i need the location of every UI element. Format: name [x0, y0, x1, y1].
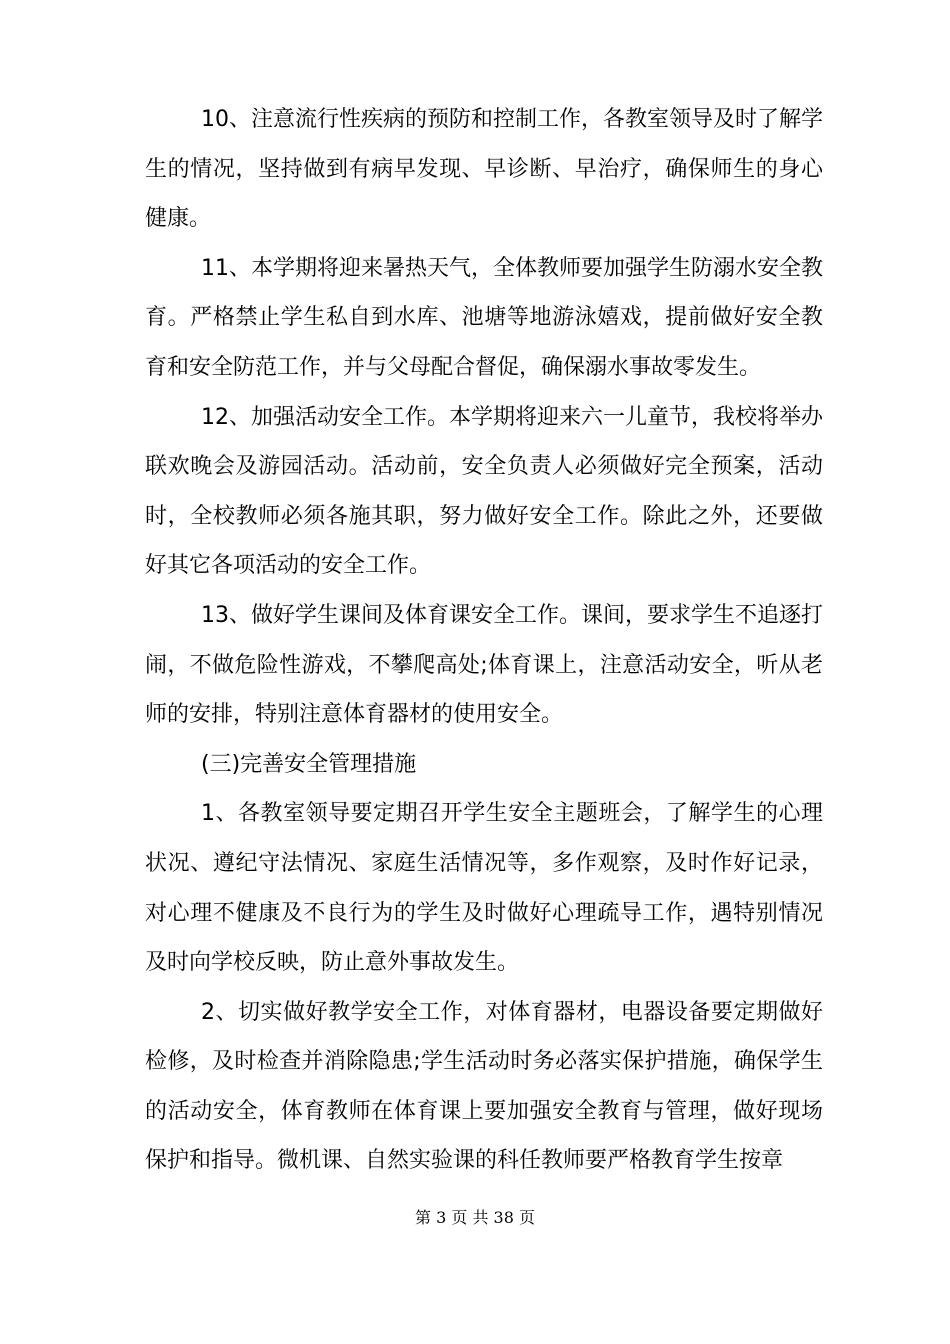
paragraph-item-12: 12、加强活动安全工作。本学期将迎来六一儿童节，我校将举办联欢晚会及游园活动。活动前，安全负责人必须做好完全预案，活动时，全校教师必须各施其职，努力做好安全工作。除此之外，还要做好其它各项活动的安全工作。	[145, 404, 823, 579]
section-heading: (三)完善安全管理措施	[201, 751, 417, 777]
paragraph-item-10: 10、注意流行性疾病的预防和控制工作，各教室领导及时了解学生的情况，坚持做到有病早发现、早诊断、早治疗，确保师生的身心健康。	[145, 107, 823, 232]
page-number-footer: 第 3 页 共 38 页	[415, 1208, 535, 1227]
paragraph-measure-2: 2、切实做好教学安全工作，对体育器材，电器设备要定期做好检修，及时检查并消除隐患;学生活动时务必落实保护措施，确保学生的活动安全，体育教师在体育课上要加强安全教育与管理，做好现场保护和指导。微机课、自然实验课的科任教师要严格教育学生按章	[145, 999, 823, 1174]
paragraph-item-11: 11、本学期将迎来暑热天气，全体教师要加强学生防溺水安全教育。严格禁止学生私自到水库、池塘等地游泳嬉戏，提前做好安全教育和安全防范工作，并与父母配合督促，确保溺水事故零发生。	[145, 255, 823, 380]
paragraph-measure-1: 1、各教室领导要定期召开学生安全主题班会，了解学生的心理状况、遵纪守法情况、家庭生活情况等，多作观察，及时作好记录，对心理不健康及不良行为的学生及时做好心理疏导工作，遇特别情况及时向学校反映，防止意外事故发生。	[145, 801, 823, 976]
document-body	[145, 95, 823, 1186]
paragraph-item-13: 13、做好学生课间及体育课安全工作。课间，要求学生不追逐打闹，不做危险性游戏，不攀爬高处;体育课上，注意活动安全，听从老师的安排，特别注意体育器材的使用安全。	[145, 602, 823, 728]
